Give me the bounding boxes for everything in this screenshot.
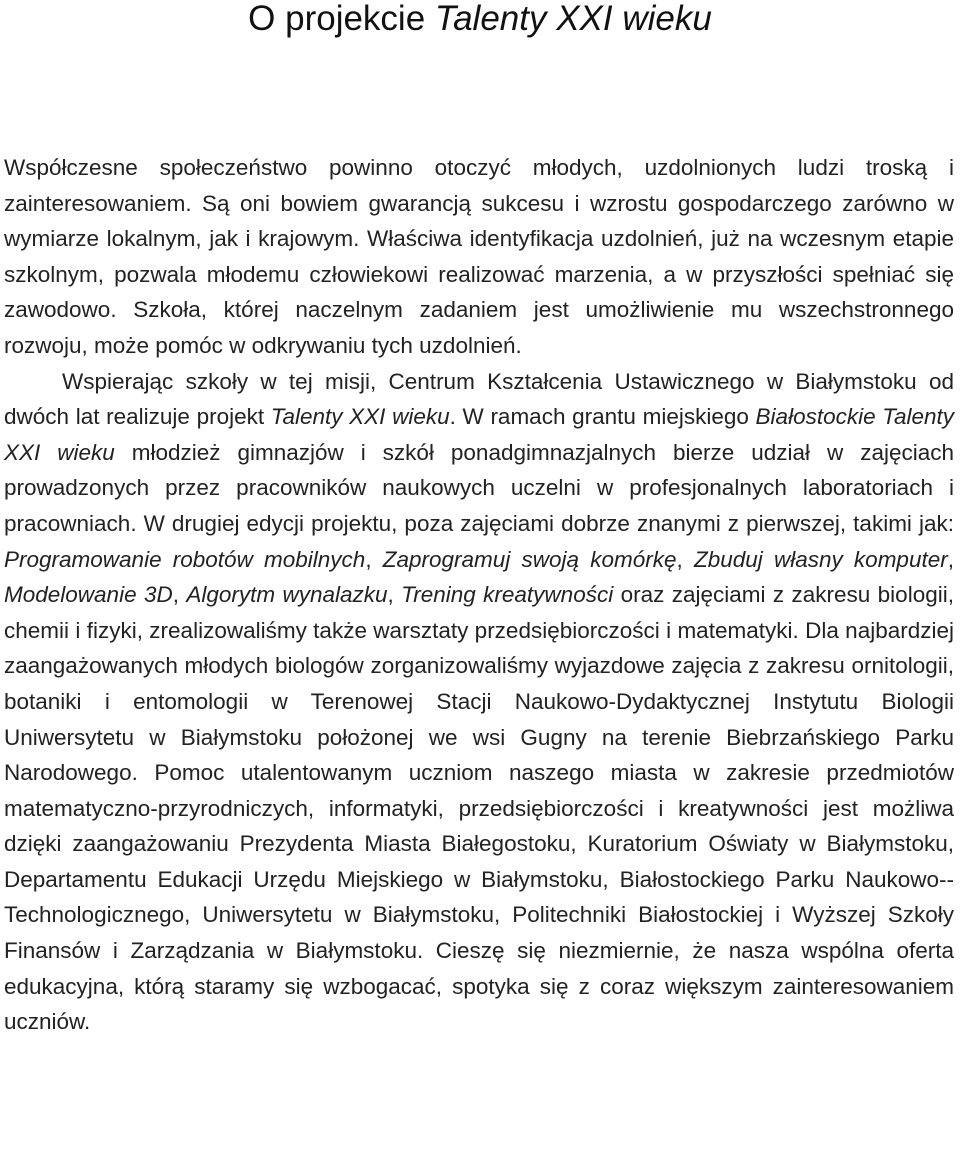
course-separator: ,	[947, 546, 954, 572]
page-title	[0, 0, 960, 42]
project-name: Talenty XXI wieku	[270, 404, 450, 430]
course-separator: ,	[365, 546, 383, 572]
grant-name: Białostockie Talenty XXI wieku	[4, 404, 954, 465]
course-zbuduj-komputer: Zbuduj własny komputer	[693, 546, 948, 572]
paragraph-2-sentence-1: Wspierając szkoły w tej misji, Centrum Kształcenia Ustawicznego w Białymstoku od dwóch lat realizuje projekt	[4, 368, 954, 430]
title-plain: O projekcie	[248, 0, 435, 38]
paragraph-2-sentence-2: . W ramach grantu miejskiego	[449, 404, 756, 430]
title-italic: Talenty XXI wieku	[434, 0, 712, 38]
course-programowanie-robotow: Programowanie robotów mobilnych	[4, 546, 366, 572]
course-modelowanie-3d: Modelowanie 3D	[4, 582, 173, 608]
paragraph-1: Współczesne społeczeństwo powinno otoczyć młodych, uzdolnionych ludzi troską i zainteresowaniem. Są oni bowiem gwarancją sukcesu i wzrostu gospodarczego zarówno w wymiarze lokalnym, jak i krajowym. Właściwa identyfikacja uzdolnień, już na wczesnym etapie szkolnym, pozwala młodemu człowiekowi realizować marzenia, a w przyszłości spełniać się zawodowo. Szkoła, której naczelnym zadaniem jest umożliwienie mu wszechstronnego rozwoju, może pomóc w odkrywaniu tych uzdolnień.	[4, 155, 954, 358]
body-text	[4, 150, 954, 1040]
course-separator: ,	[172, 582, 187, 608]
paragraph-2	[4, 364, 954, 1040]
paragraph-2-sentence-4: oraz zajęciami z zakresu biologii, chemii i fizyki, zrealizowaliśmy także warsztaty przedsiębiorczości i matematyki. Dla najbardziej zaangażowanych młodych biologów zorganizowaliśmy wyjazdowe zajęcia z zakresu ornitologii, botaniki i entomologii w Terenowej Stacji Naukowo-Dydaktycznej Instytutu Biologii Uniwersytetu w Białymstoku położonej we wsi Gugny na terenie Biebrzańskiego Parku Narodowego. Pomoc utalentowanym uczniom naszego miasta w zakresie przedmiotów matematyczno-przyrodniczych, informatyki, przedsiębiorczości i kreatywności jest możliwa dzięki zaangażowaniu Prezydenta Miasta Białegostoku, Kuratorium Oświaty w Białymstoku, Departamentu Edukacji Urzędu Miejskiego w Białymstoku, Białostockiego Parku Naukowo-Technologicznego, Uniwersytetu w Białymstoku, Politechniki Białostockiej i Wyższej Szkoły Finansów i Zarządzania w Białymstoku. Cieszę się niezmiernie, że nasza wspólna oferta edukacyjna, którą staramy się wzbogacać, spotyka się z coraz większym zainteresowaniem uczniów.	[4, 582, 954, 1035]
course-algorytm-wynalazku: Algorytm wynalazku	[186, 582, 388, 608]
course-trening-kreatywnosci: Trening kreatywności	[401, 582, 614, 608]
course-separator: ,	[387, 582, 402, 608]
course-separator: ,	[676, 546, 694, 572]
course-zaprogramuj-komorke: Zaprogramuj swoją komórkę	[382, 546, 677, 572]
paragraph-2-sentence-3: młodzież gimnazjów i szkół ponadgimnazjalnych bierze udział w zajęciach prowadzonych przez pracowników naukowych uczelni w profesjonalnych laboratoriach i pracowniach. W drugiej edycji projektu, poza zajęciami dobrze znanymi z pierwszej, takimi jak:	[4, 439, 955, 536]
